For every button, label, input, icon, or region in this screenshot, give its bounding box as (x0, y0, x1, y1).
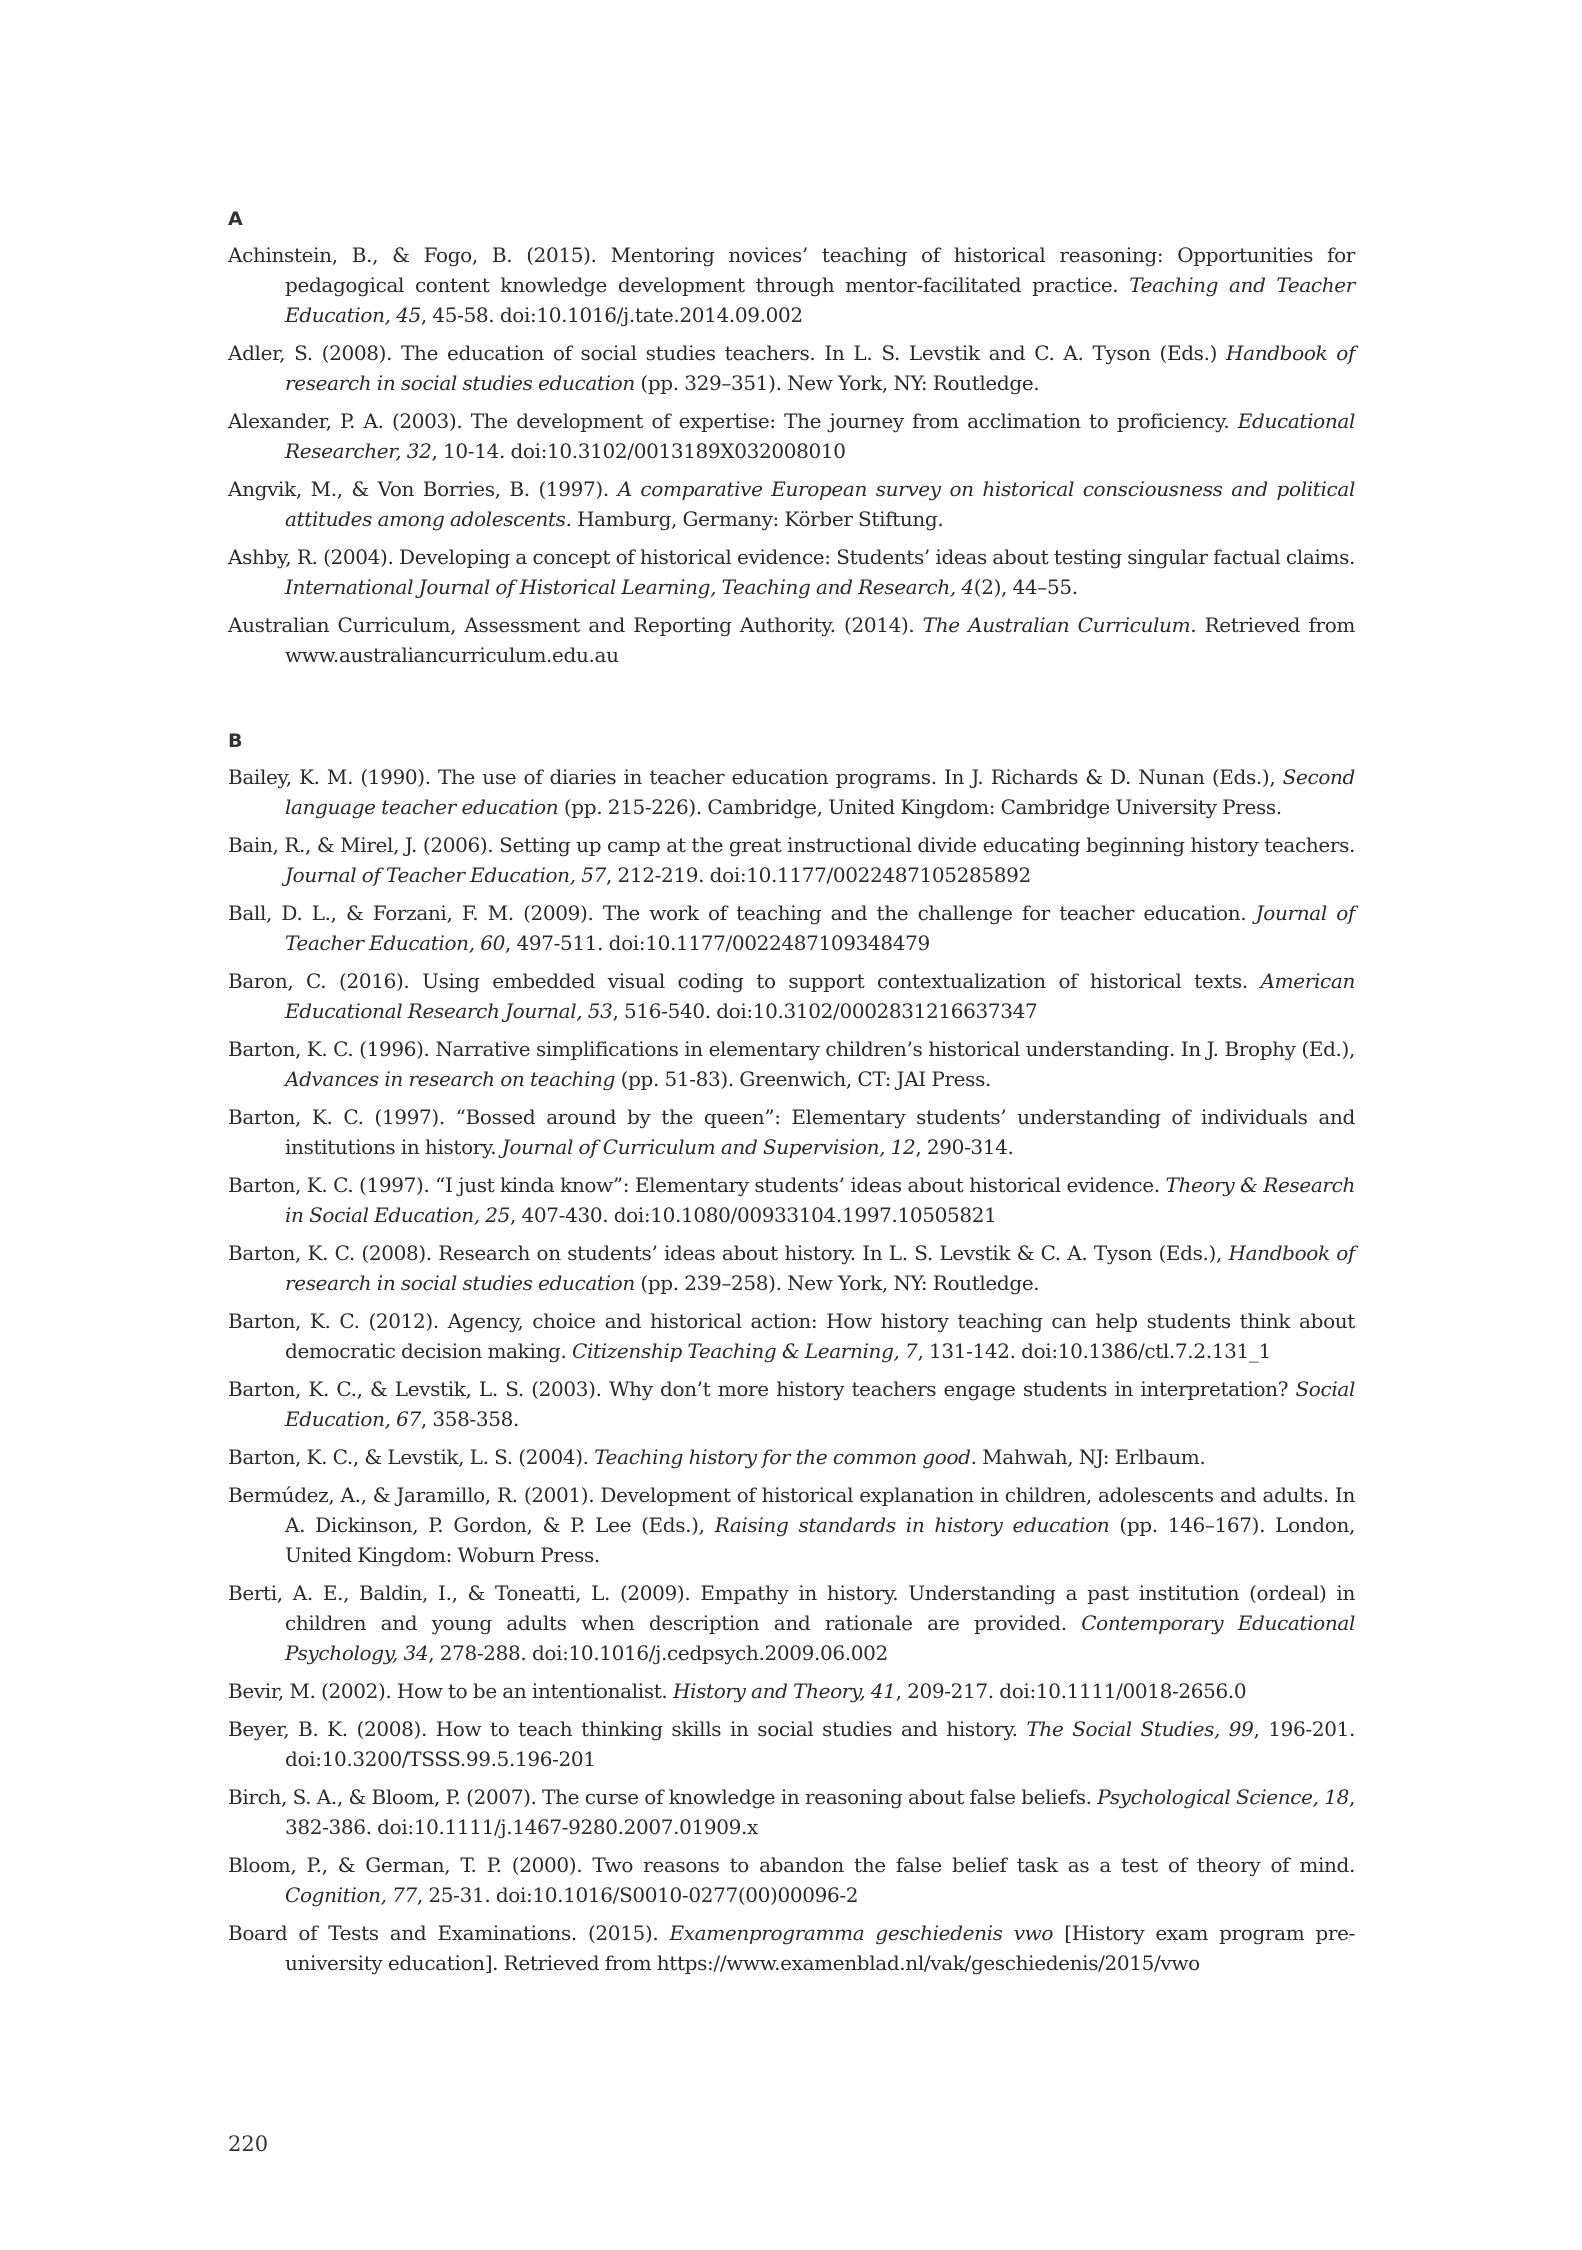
reference-entry (228, 1714, 1355, 1774)
reference-entry (228, 240, 1355, 330)
reference-details: , 382-386. doi:10.1111/j.1467-9280.2007.01909.x (285, 1785, 1355, 1839)
reference-text: Ball, D. L., & Forzani, F. M. (2009). The work of teaching and the challenge for teacher education. (228, 901, 1256, 925)
reference-title: A comparative European survey on historical consciousness and political attitudes among adolescents (285, 477, 1355, 531)
reference-entry (228, 474, 1355, 534)
reference-text: Angvik, M., & Von Borries, B. (1997). (228, 477, 618, 501)
section-b-refs (228, 762, 1355, 1978)
reference-text: Bloom, P., & German, T. P. (2000). Two reasons to abandon the false belief task as a test of theory of mind. (228, 1853, 1355, 1877)
reference-details: . Hamburg, Germany: Körber Stiftung. (565, 507, 944, 531)
reference-details: , 209-217. doi:10.1111/0018-2656.0 (895, 1679, 1247, 1703)
reference-title: Raising standards in history education (714, 1513, 1110, 1537)
reference-entry (228, 1102, 1355, 1162)
reference-text: Achinstein, B., & Fogo, B. (2015). Mentoring novices’ teaching of historical reasoning: Opportunities for pedagogical content knowledge development through mentor-facilitated practice. (228, 243, 1355, 297)
section-a-refs (228, 240, 1355, 670)
reference-text: Berti, A. E., Baldin, I., & Toneatti, L. (2009). Empathy in history. Understanding a past institution (ordeal) in children and young adults when description and rationale are provided. (228, 1581, 1355, 1635)
reference-title: The Social Studies, 99 (1026, 1717, 1254, 1741)
reference-text: Barton, K. C. (2012). Agency, choice and historical action: How history teaching can help students think about democratic decision making. (228, 1309, 1355, 1363)
reference-details: (pp. 146–167). London, United Kingdom: Woburn Press. (285, 1513, 1355, 1567)
reference-entry (228, 1918, 1355, 1978)
reference-title: The Australian Curriculum (922, 613, 1191, 637)
reference-text: Birch, S. A., & Bloom, P. (2007). The curse of knowledge in reasoning about false beliefs. (228, 1785, 1098, 1809)
reference-title: Teaching and Teacher Education, 45 (285, 273, 1355, 327)
reference-text: Barton, K. C., & Levstik, L. S. (2003). Why don’t more history teachers engage students in interpretation? (228, 1377, 1296, 1401)
reference-text: Barton, K. C. (1997). “Bossed around by the queen”: Elementary students’ understanding of individuals and institutions in history. (228, 1105, 1355, 1159)
reference-entry (228, 1170, 1355, 1230)
section-a (228, 208, 1355, 670)
reference-title: History and Theory, 41 (672, 1679, 896, 1703)
reference-details: (pp. 329–351). New York, NY: Routledge. (634, 371, 1040, 395)
reference-details: , 278-288. doi:10.1016/j.cedpsych.2009.06.002 (428, 1641, 888, 1665)
reference-title: Psychological Science, 18 (1097, 1785, 1349, 1809)
reference-text: Barton, K. C. (2008). Research on students’ ideas about history. In L. S. Levstik & C. A. Tyson (Eds.), (228, 1241, 1229, 1265)
reference-entry (228, 1782, 1355, 1842)
reference-details: . Mahwah, NJ: Erlbaum. (970, 1445, 1206, 1469)
reference-details: . Retrieved from www.australiancurriculum.edu.au (285, 613, 1356, 667)
reference-title: Cognition, 77 (285, 1883, 417, 1907)
reference-details: , 131-142. doi:10.1386/ctl.7.2.131_1 (917, 1339, 1271, 1363)
reference-title: American Educational Research Journal, 53 (285, 969, 1355, 1023)
reference-entry (228, 1676, 1355, 1706)
reference-text: Bain, R., & Mirel, J. (2006). Setting up camp at the great instructional divide educating beginning history teachers. (228, 833, 1355, 857)
reference-title: Contemporary Educational Psychology, 34 (285, 1611, 1355, 1665)
section-b (228, 730, 1355, 1978)
reference-text: Bermúdez, A., & Jaramillo, R. (2001). Development of historical explanation in children, adolescents and adults. In A. Dickinson, P. Gordon, & P. Lee (Eds.), (228, 1483, 1355, 1537)
reference-details: , 358-358. (420, 1407, 520, 1431)
reference-details: (pp. 215-226). Cambridge, United Kingdom: Cambridge University Press. (558, 795, 1282, 819)
reference-title: Theory & Research in Social Education, 25 (285, 1173, 1356, 1227)
reference-entry (228, 542, 1355, 602)
reference-details: , 407-430. doi:10.1080/00933104.1997.10505821 (510, 1203, 997, 1227)
reference-text: Barton, K. C., & Levstik, L. S. (2004). (228, 1445, 595, 1469)
reference-entry (228, 762, 1355, 822)
reference-text: Beyer, B. K. (2008). How to teach thinking skills in social studies and history. (228, 1717, 1027, 1741)
reference-title: Teaching history for the common good (594, 1445, 971, 1469)
reference-entry (228, 1238, 1355, 1298)
reference-text: Board of Tests and Examinations. (2015). (228, 1921, 670, 1945)
reference-text: Alexander, P. A. (2003). The development of expertise: The journey from acclimation to proficiency. (228, 409, 1238, 433)
reference-details: , 196-201. doi:10.3200/TSSS.99.5.196-201 (285, 1717, 1355, 1771)
reference-details: , 212-219. doi:10.1177/0022487105285892 (605, 863, 1031, 887)
reference-entry (228, 898, 1355, 958)
reference-entry (228, 1578, 1355, 1668)
reference-text: Barton, K. C. (1997). “I just kinda know”: Elementary students’ ideas about historical evidence. (228, 1173, 1166, 1197)
reference-details: (pp. 51-83). Greenwich, CT: JAI Press. (615, 1067, 991, 1091)
reference-text: Bailey, K. M. (1990). The use of diaries in teacher education programs. In J. Richards & D. Nunan (Eds.), (228, 765, 1283, 789)
reference-title: Second language teacher education (285, 765, 1355, 819)
reference-title: Examenprogramma geschiedenis vwo (669, 1921, 1054, 1945)
reference-details: , 45-58. doi:10.1016/j.tate.2014.09.002 (420, 303, 803, 327)
reference-title: International Journal of Historical Learning, Teaching and Research, 4 (285, 575, 974, 599)
reference-entry (228, 1850, 1355, 1910)
reference-entry (228, 1306, 1355, 1366)
reference-entry (228, 1442, 1355, 1472)
reference-entry (228, 610, 1355, 670)
reference-title: Handbook of research in social studies education (285, 1241, 1355, 1295)
reference-title: Educational Researcher, 32 (285, 409, 1355, 463)
reference-text: Ashby, R. (2004). Developing a concept of historical evidence: Students’ ideas about testing singular factual claims. (228, 545, 1355, 569)
reference-title: Journal of Curriculum and Supervision, 12 (501, 1135, 916, 1159)
section-letter: A (228, 208, 243, 230)
reference-text: Baron, C. (2016). Using embedded visual coding to support contextualization of historical texts. (228, 969, 1261, 993)
section-letter: B (228, 730, 243, 752)
reference-details: (pp. 239–258). New York, NY: Routledge. (634, 1271, 1040, 1295)
reference-details: , 10-14. doi:10.3102/0013189X032008010 (431, 439, 846, 463)
reference-title: Advances in research on teaching (285, 1067, 616, 1091)
reference-entry (228, 406, 1355, 466)
reference-list (228, 208, 1355, 1986)
reference-entry (228, 1480, 1355, 1570)
reference-entry (228, 830, 1355, 890)
reference-title: Handbook of research in social studies education (285, 341, 1355, 395)
page-number: 220 (228, 2132, 269, 2156)
reference-title: Social Education, 67 (285, 1377, 1355, 1431)
reference-details: , 25-31. doi:10.1016/S0010-0277(00)00096-2 (416, 1883, 859, 1907)
reference-text: Bevir, M. (2002). How to be an intentionalist. (228, 1679, 673, 1703)
reference-details: , 497-511. doi:10.1177/0022487109348479 (504, 931, 930, 955)
reference-text: Australian Curriculum, Assessment and Reporting Authority. (2014). (228, 613, 923, 637)
reference-details: (2), 44–55. (973, 575, 1078, 599)
reference-title: Journal of Teacher Education, 60 (285, 901, 1355, 955)
reference-entry (228, 1374, 1355, 1434)
reference-title: Citizenship Teaching & Learning, 7 (572, 1339, 918, 1363)
reference-entry (228, 966, 1355, 1026)
reference-details: [History exam program pre-university education]. Retrieved from https://www.examenblad.nl/vak/geschiedenis/2015/vwo (285, 1921, 1355, 1975)
reference-details: , 516-540. doi:10.3102/0002831216637347 (612, 999, 1038, 1023)
reference-text: Adler, S. (2008). The education of social studies teachers. In L. S. Levstik and C. A. Tyson (Eds.) (228, 341, 1227, 365)
reference-entry (228, 1034, 1355, 1094)
reference-entry (228, 338, 1355, 398)
reference-title: Journal of Teacher Education, 57 (285, 863, 606, 887)
reference-text: Barton, K. C. (1996). Narrative simplifications in elementary children’s historical understanding. In J. Brophy (Ed.), (228, 1037, 1355, 1061)
reference-details: , 290-314. (915, 1135, 1014, 1159)
